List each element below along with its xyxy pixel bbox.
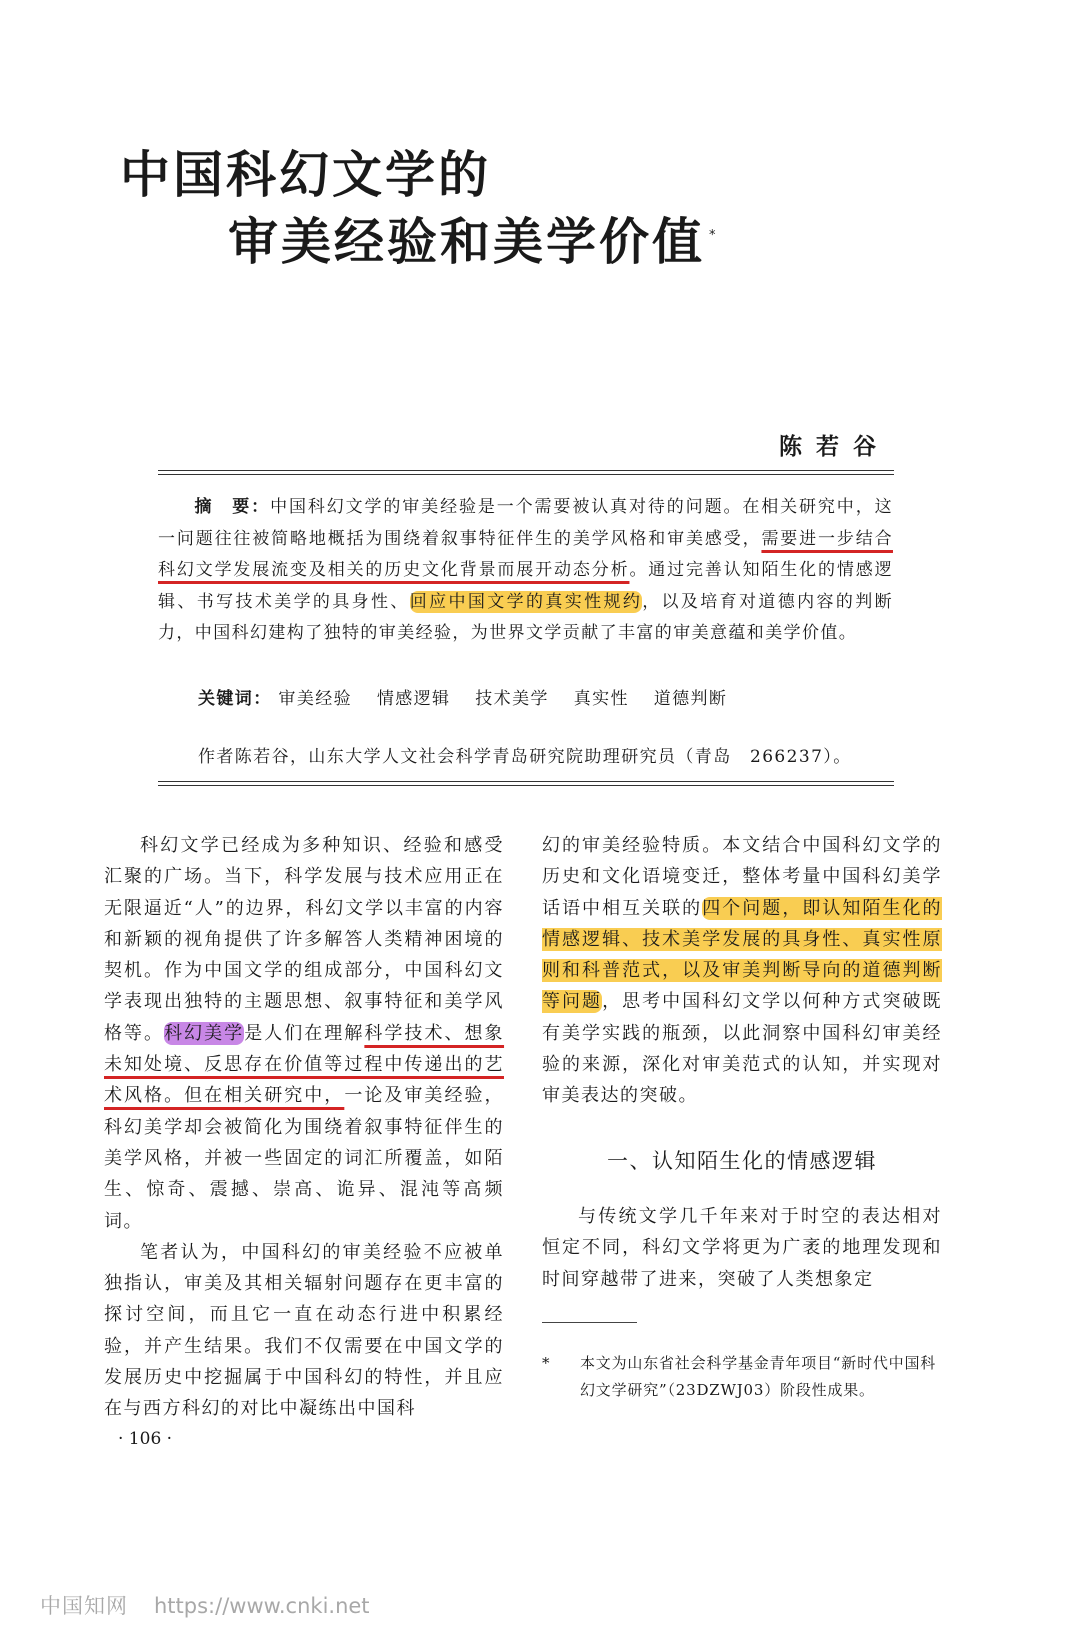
paragraph-text: 科幻文学已经成为多种知识、经验和感受汇聚的广场。当下，科学发展与技术应用正在无限逼近“人”的边界，科幻文学以丰富的内容和新颖的视角提供了许多解答人类精神困境的契机。作为中国文学的组成部分，中国科幻文学表现出独特的主题思想、叙事特征和美学风格等。 bbox=[104, 835, 504, 1044]
paragraph-text: 是人们在理解 bbox=[244, 1022, 365, 1044]
highlighted-term: 科幻美学 bbox=[164, 1022, 245, 1044]
abstract-text-1: 中国科幻文学的审美经验是一个需要被认真对待的问题。在相关研究中，这一问题往往被简略地概括为围绕着叙事特征伴生的美学风格和审美感受， bbox=[158, 497, 893, 549]
author-affiliation: 作者陈若谷，山东大学人文社会科学青岛研究院助理研究员（青岛 266237）。 bbox=[198, 747, 852, 767]
abstract-label: 摘 要： bbox=[194, 497, 271, 517]
author-name: 陈若谷 bbox=[779, 433, 890, 460]
watermark bbox=[40, 1590, 370, 1620]
paragraph-text: ，思考中国科幻文学以何种方式突破既有美学实践的瓶颈，以此洞察中国科幻审美经验的来源，深化对审美范式的认知，并实现对审美表达的突破。 bbox=[542, 991, 943, 1107]
keyword: 审美经验 bbox=[278, 689, 353, 709]
footnote-text: 本文为山东省社会科学基金青年项目“新时代中国科幻文学研究”（23DZWJ03）阶段性成果。 bbox=[580, 1354, 937, 1399]
body-column-left bbox=[104, 830, 504, 1425]
abstract-underlined-text: 需要进一步结合科幻文学发展流变及相关的历史文化背景而展开动态分析 bbox=[158, 528, 893, 580]
abstract-top-rule-2 bbox=[158, 474, 894, 475]
keyword: 道德判断 bbox=[653, 689, 728, 709]
abstract-text-2: 。通过完善认知陌生化的情感逻辑、书写技术美学的具身性、 bbox=[158, 560, 894, 612]
watermark-logo: 中国知网 bbox=[40, 1594, 128, 1618]
highlighted-text: 四个问题，即认知陌生化的情感逻辑、技术美学发展的具身性、真实性原则和科普范式，以及审美判断导向的道德判断等问题 bbox=[542, 897, 943, 1013]
paragraph: 与传统文学几千年来对于时空的表达相对恒定不同，科幻文学将更为广袤的地理发现和时间穿越带了进来，突破了人类想象定 bbox=[542, 1205, 942, 1290]
abstract-text-3: ，以及培育对道德内容的判断力，中国科幻建构了独特的审美经验，为世界文学贡献了丰富的审美意蕴和美学价值。 bbox=[158, 591, 893, 643]
watermark-url[interactable]: https://www.cnki.net bbox=[154, 1594, 370, 1618]
underlined-text: 科学技术、想象未知处境、反思存在价值等过程中传递出的艺术风格。但在相关研究中， bbox=[104, 1022, 505, 1107]
footnote-mark: * bbox=[542, 1354, 551, 1372]
paragraph: 笔者认为，中国科幻的审美经验不应被单独指认，审美及其相关辐射问题存在更丰富的探讨空间，而且它一直在动态行进中积累经验，并产生结果。我们不仅需要在中国文学的发展历史中挖掘属于中国科幻的特性，并且应在与西方科幻的对比中凝练出中国科 bbox=[104, 1241, 504, 1420]
article-title-text: 审美经验和美学价值 bbox=[228, 213, 705, 271]
keywords-label: 关键词： bbox=[198, 689, 272, 709]
keywords bbox=[198, 684, 745, 709]
page-number: · 106 · bbox=[118, 1429, 173, 1449]
body-column-right bbox=[542, 830, 942, 1295]
paragraph bbox=[104, 830, 504, 1237]
article-title-line1: 中国科幻文学的 bbox=[120, 146, 491, 204]
keyword: 情感逻辑 bbox=[376, 689, 451, 709]
abstract bbox=[158, 492, 893, 650]
keyword: 真实性 bbox=[573, 689, 629, 709]
abstract-highlighted-text: 回应中国文学的真实性规约 bbox=[409, 591, 643, 612]
keyword: 技术美学 bbox=[475, 689, 549, 709]
paragraph bbox=[542, 830, 942, 1112]
abstract-bottom-rule-2 bbox=[158, 785, 894, 786]
footnote bbox=[542, 1350, 940, 1404]
section-heading: 一、认知陌生化的情感逻辑 bbox=[607, 1148, 877, 1173]
title-footnote-mark: * bbox=[709, 228, 719, 243]
article-title-line2 bbox=[228, 212, 719, 272]
abstract-top-rule bbox=[158, 470, 894, 471]
footnote-rule bbox=[542, 1322, 637, 1323]
abstract-bottom-rule bbox=[158, 781, 894, 782]
paragraph-text: 一论及审美经验，科幻美学却会被简化为围绕着叙事特征伴生的美学风格，并被一些固定的词汇所覆盖，如陌生、惊奇、震撼、崇高、诡异、混沌等高频词。 bbox=[104, 1085, 505, 1232]
paragraph-text: 幻的审美经验特质。本文结合中国科幻文学的历史和文化语境变迁，整体考量中国科幻美学话语中相互关联的 bbox=[542, 835, 942, 919]
